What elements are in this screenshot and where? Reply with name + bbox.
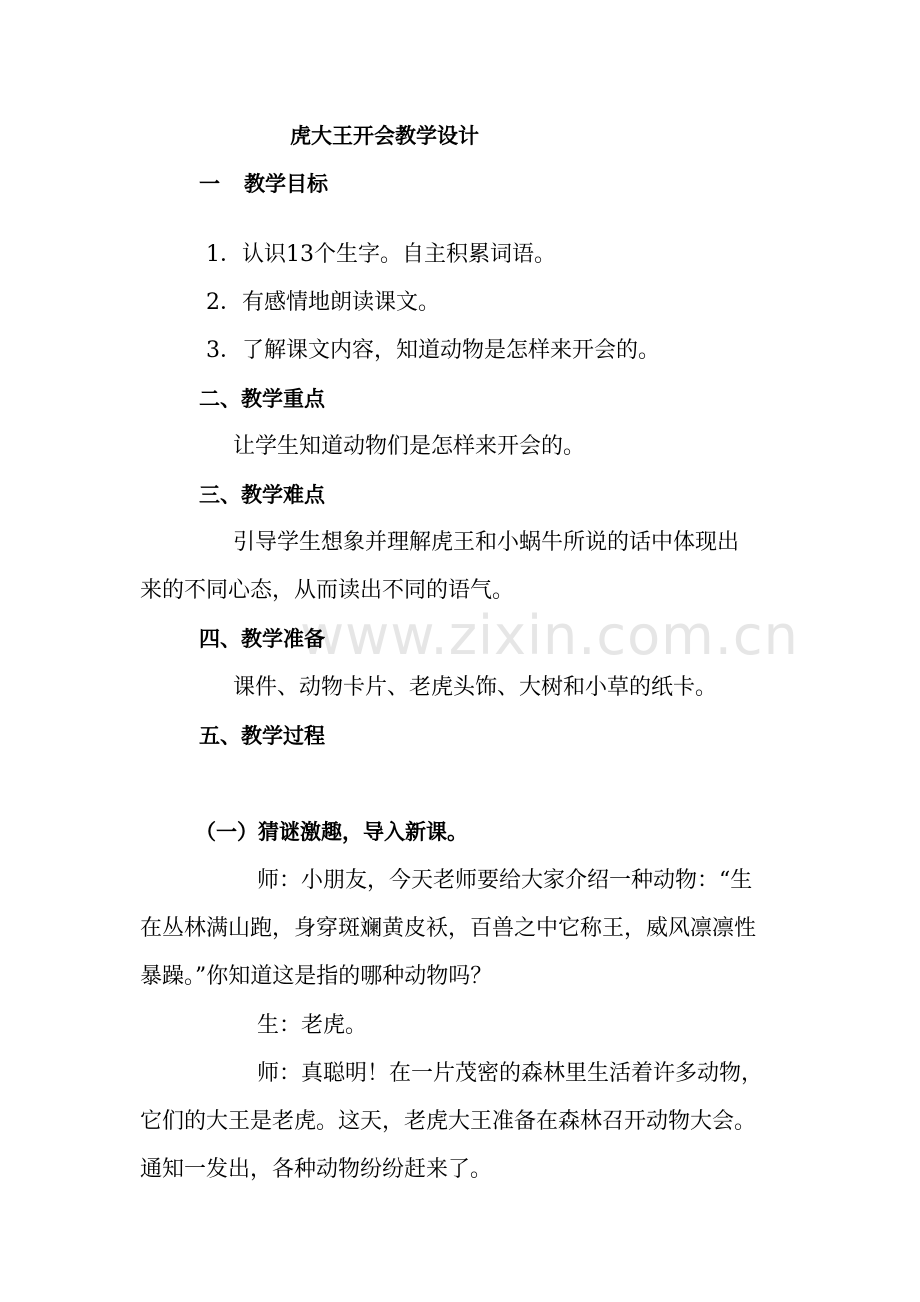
goal-item: 1．认识13个生字。自主积累词语。 — [206, 242, 556, 267]
document-title: 虎大王开会教学设计 — [290, 124, 479, 148]
section-4-text: 课件、动物卡片、老虎头饰、大树和小草的纸卡。 — [233, 675, 718, 700]
goal-item: 2．有感情地朗读课文。 — [206, 290, 440, 315]
teacher-line: 师：小朋友，今天老师要给大家介绍一种动物：“生 — [257, 868, 753, 893]
section-3-heading: 三、教学难点 — [199, 483, 325, 507]
section-3-text: 引导学生想象并理解虎王和小蜗牛所说的话中体现出 — [233, 530, 740, 555]
section-2-heading: 二、教学重点 — [199, 387, 325, 411]
teacher-line: 师：真聪明！在一片茂密的森林里生活着许多动物， — [257, 1061, 764, 1086]
watermark: www.zixin.com.cn — [300, 604, 799, 667]
section-2-text: 让学生知道动物们是怎样来开会的。 — [233, 434, 586, 459]
section-1-heading: 教学目标 — [244, 172, 328, 196]
goal-item: 3．了解课文内容，知道动物是怎样来开会的。 — [206, 338, 660, 363]
section-5-heading: 五、教学过程 — [199, 724, 325, 748]
section-4-heading: 四、教学准备 — [199, 627, 325, 651]
section-1-number: 一 — [199, 172, 220, 196]
paragraph-line: 在丛林满山跑，身穿斑斓黄皮袄，百兽之中它称王，威风凛凛性 — [140, 916, 757, 941]
student-line: 生：老虎。 — [257, 1013, 368, 1038]
section-3-text: 来的不同心态，从而读出不同的语气。 — [140, 578, 515, 603]
paragraph-line: 它们的大王是老虎。这天，老虎大王准备在森林召开动物大会。 — [140, 1109, 757, 1134]
paragraph-line: 通知一发出，各种动物纷纷赶来了。 — [140, 1157, 493, 1182]
paragraph-line: 暴躁。”你知道这是指的哪种动物吗？ — [140, 964, 493, 989]
step-1-heading: （一）猜谜激趣，导入新课。 — [195, 820, 468, 844]
